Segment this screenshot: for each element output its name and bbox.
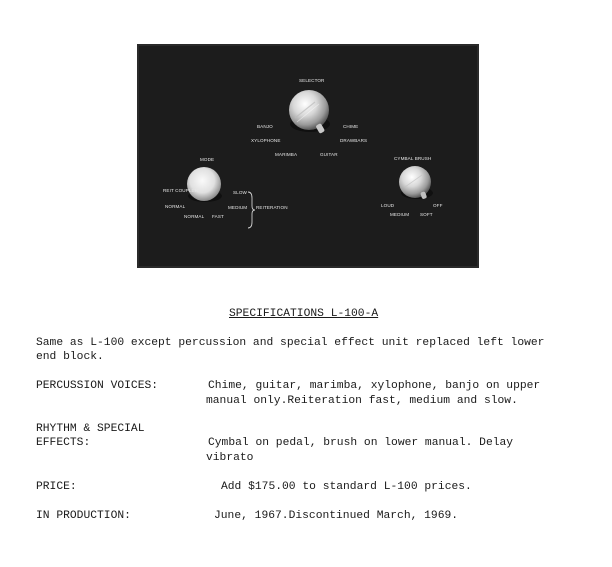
reiteration-bracket xyxy=(248,192,255,228)
label-medium: MEDIUM xyxy=(228,205,248,210)
label-normal: NORMAL xyxy=(184,214,205,219)
percussion-label: PERCUSSION VOICES: xyxy=(36,380,159,392)
label-chime: CHIME xyxy=(343,124,359,129)
label-medium-right: MEDIUM xyxy=(390,212,410,217)
cymbal-brush-knob[interactable] xyxy=(399,166,433,199)
label-reit-coupler: REIT COUPLER xyxy=(163,188,199,193)
label-reiteration: REITERATION xyxy=(256,205,288,210)
label-mode: MODE xyxy=(200,157,215,162)
label-banjo: BANJO xyxy=(257,124,273,129)
mode-knob[interactable] xyxy=(187,167,222,202)
selector-knob[interactable] xyxy=(289,90,330,134)
production-label: IN PRODUCTION: xyxy=(36,510,131,522)
label-xylophone: XYLOPHONE xyxy=(251,138,281,143)
control-panel-photo xyxy=(137,44,479,268)
label-marimba: MARIMBA xyxy=(275,152,298,157)
price-label: PRICE: xyxy=(36,481,77,493)
percussion-line-1: Chime, guitar, marimba, xylophone, banjo on upper xyxy=(208,380,541,392)
spec-title: SPECIFICATIONS L-100-A xyxy=(229,308,379,320)
label-loud: LOUD xyxy=(381,203,395,208)
label-drawbars: DRAWBARS xyxy=(340,138,368,143)
label-normal-left: NORMAL xyxy=(165,204,186,209)
price-value: Add $175.00 to standard L-100 prices. xyxy=(221,481,472,493)
rhythm-label-line-2: EFFECTS: xyxy=(36,437,91,449)
label-fast: FAST xyxy=(212,214,224,219)
rhythm-line-1: Cymbal on pedal, brush on lower manual. Delay xyxy=(208,437,514,449)
label-off: OFF xyxy=(433,203,443,208)
label-guitar: GUITAR xyxy=(320,152,338,157)
label-soft: SOFT xyxy=(420,212,433,217)
intro-line-1: Same as L-100 except percussion and special effect unit replaced left lower xyxy=(36,337,545,349)
production-value: June, 1967.Discontinued March, 1969. xyxy=(214,510,459,522)
rhythm-label-line-1: RHYTHM & SPECIAL xyxy=(36,423,145,435)
label-selector: SELECTOR xyxy=(299,78,325,83)
label-cymbal-brush: CYMBAL BRUSH xyxy=(394,156,432,161)
control-panel-illustration xyxy=(137,44,479,268)
percussion-line-2: manual only.Reiteration fast, medium and slow. xyxy=(206,395,518,407)
intro-line-2: end block. xyxy=(36,351,104,363)
label-slow: SLOW xyxy=(233,190,247,195)
rhythm-line-2: vibrato xyxy=(206,452,254,464)
